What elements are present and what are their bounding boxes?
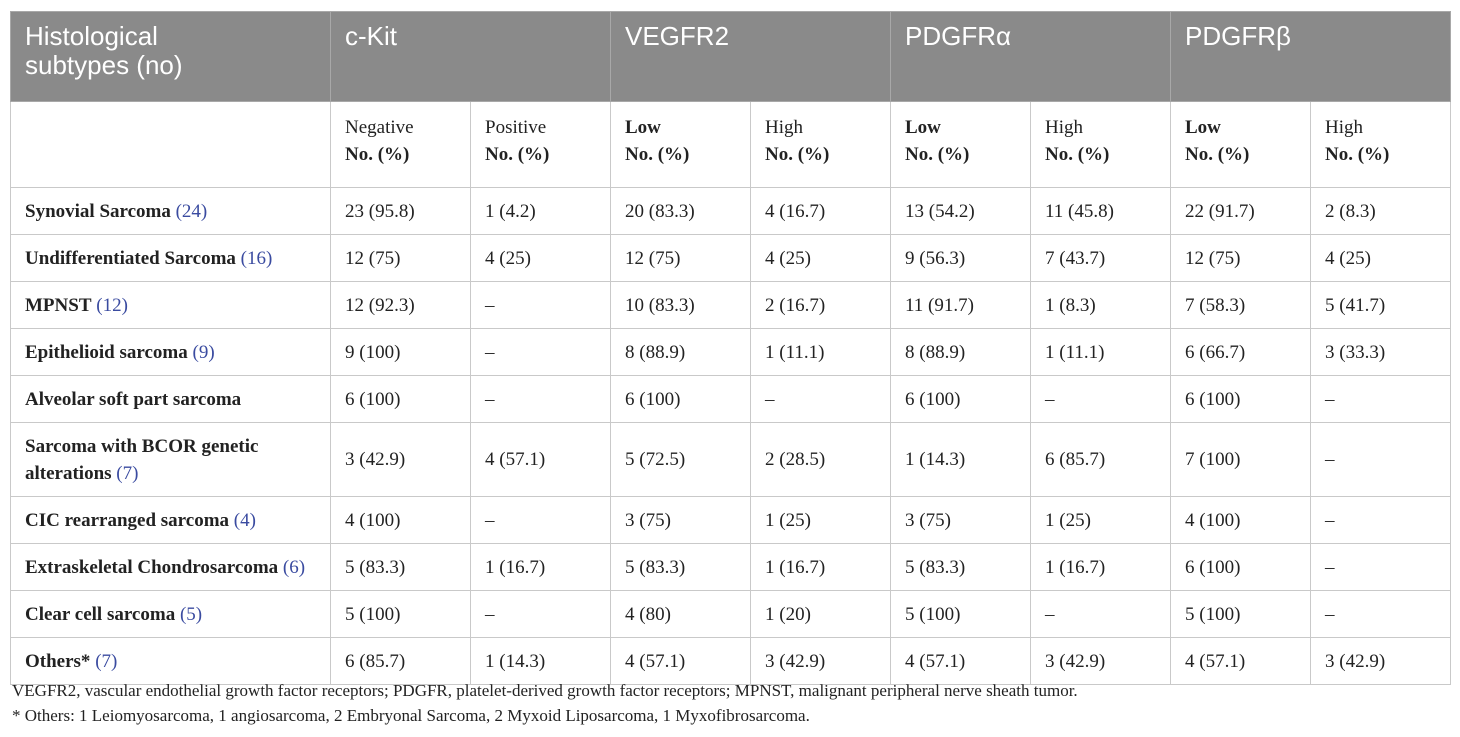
subtype-count: (12) [96,294,128,316]
value-cell: 12 (75) [1171,235,1311,282]
value-cell: 8 (88.9) [891,329,1031,376]
subheader-unit: No. (%) [905,144,970,165]
subtype-name: Clear cell sarcoma [25,603,176,625]
subheader-cell [1171,102,1311,188]
value-cell: 11 (45.8) [1031,188,1171,235]
value-cell: – [751,376,891,423]
value-cell: 5 (100) [891,591,1031,638]
subheader-unit: No. (%) [625,144,690,165]
subtype-cell [11,282,331,329]
value-cell: – [1311,376,1451,423]
value-cell: 1 (11.1) [751,329,891,376]
subtype-count: (7) [95,650,118,672]
subheader-cell [751,102,891,188]
value-cell: 1 (16.7) [1031,544,1171,591]
value-cell: 3 (33.3) [1311,329,1451,376]
footnote-others: * Others: 1 Leiomyosarcoma, 1 angiosarcoma, 2 Embryonal Sarcoma, 2 Myxoid Liposarcoma, 1 Myxofibrosarcoma. [12,706,810,725]
subheader-empty [11,102,331,188]
subheader-unit: No. (%) [1045,144,1110,165]
subheader-category: High [1325,117,1363,138]
value-cell: 4 (80) [611,591,751,638]
value-cell: – [471,376,611,423]
subtype-name: Undifferentiated Sarcoma [25,247,236,269]
value-cell: 3 (42.9) [1311,638,1451,685]
subheader-cell [611,102,751,188]
value-cell: 5 (72.5) [611,423,751,497]
header-ckit: c-Kit [331,12,611,102]
subheader-category: Negative [345,117,414,138]
header-pdgfrb: PDGFRβ [1171,12,1451,102]
table-row [11,329,1451,376]
header-pdgfra: PDGFRα [891,12,1171,102]
value-cell: 7 (100) [1171,423,1311,497]
subtype-name: CIC rearranged sarcoma [25,509,230,531]
value-cell: – [1311,497,1451,544]
value-cell: 22 (91.7) [1171,188,1311,235]
table-row [11,638,1451,685]
value-cell: 6 (100) [331,376,471,423]
subheader-cell [331,102,471,188]
subheader-category: Low [625,117,661,138]
subtype-name: Extraskeletal Chondrosarcoma [25,556,279,578]
value-cell: 2 (28.5) [751,423,891,497]
subtype-name: Sarcoma with BCOR genetic alterations [25,435,259,484]
value-cell: 1 (20) [751,591,891,638]
subtype-name: Others* [25,650,91,672]
subtype-name: Epithelioid sarcoma [25,341,188,363]
value-cell: 4 (100) [331,497,471,544]
value-cell: 2 (8.3) [1311,188,1451,235]
value-cell: 13 (54.2) [891,188,1031,235]
value-cell: 4 (57.1) [611,638,751,685]
value-cell: 5 (100) [331,591,471,638]
value-cell: 4 (25) [1311,235,1451,282]
value-cell: 3 (75) [891,497,1031,544]
value-cell: 11 (91.7) [891,282,1031,329]
value-cell: 3 (42.9) [1031,638,1171,685]
table-row [11,282,1451,329]
value-cell: 4 (16.7) [751,188,891,235]
value-cell: 3 (75) [611,497,751,544]
footnote-abbreviations: VEGFR2, vascular endothelial growth factor receptors; PDGFR, platelet-derived growth factor receptors; MPNST, malignant peripheral nerve sheath tumor. [12,681,1078,700]
subheader-category: High [765,117,803,138]
subtype-name: MPNST [25,294,92,316]
table-row [11,497,1451,544]
value-cell: 4 (57.1) [1171,638,1311,685]
subtype-cell [11,188,331,235]
value-cell: – [1311,423,1451,497]
value-cell: 6 (100) [611,376,751,423]
value-cell: 1 (8.3) [1031,282,1171,329]
subheader-category: Low [1185,117,1221,138]
value-cell: 8 (88.9) [611,329,751,376]
value-cell: 6 (100) [891,376,1031,423]
value-cell: 9 (56.3) [891,235,1031,282]
subheader-category: High [1045,117,1083,138]
value-cell: 6 (66.7) [1171,329,1311,376]
table-row [11,423,1451,497]
value-cell: 1 (16.7) [471,544,611,591]
value-cell: 1 (25) [1031,497,1171,544]
value-cell: 12 (75) [611,235,751,282]
subheader-category: Positive [485,117,547,138]
subtype-count: (6) [282,556,306,578]
value-cell: 5 (83.3) [611,544,751,591]
value-cell: 12 (75) [331,235,471,282]
subheader-unit: No. (%) [485,144,550,165]
value-cell: 7 (58.3) [1171,282,1311,329]
value-cell: – [471,329,611,376]
value-cell: 4 (57.1) [471,423,611,497]
table-row [11,376,1451,423]
subtype-count: (24) [175,200,208,222]
value-cell: 5 (41.7) [1311,282,1451,329]
subheader-cell [1311,102,1451,188]
value-cell: – [471,591,611,638]
value-cell: 20 (83.3) [611,188,751,235]
value-cell: – [1031,591,1171,638]
header-subtypes: Histological subtypes (no) [11,12,331,102]
table-row [11,235,1451,282]
value-cell: 4 (57.1) [891,638,1031,685]
subheader-category: Low [905,117,941,138]
value-cell: 5 (100) [1171,591,1311,638]
table-row [11,591,1451,638]
value-cell: 9 (100) [331,329,471,376]
value-cell: 3 (42.9) [331,423,471,497]
header-vegfr2: VEGFR2 [611,12,891,102]
value-cell: 7 (43.7) [1031,235,1171,282]
value-cell: 1 (11.1) [1031,329,1171,376]
table-row [11,544,1451,591]
sarcoma-receptor-table [10,11,1451,685]
value-cell: – [1031,376,1171,423]
value-cell: 10 (83.3) [611,282,751,329]
subheader-cell [471,102,611,188]
subtype-count: (9) [192,341,215,363]
subheader-row [11,102,1451,188]
value-cell: 4 (25) [751,235,891,282]
subheader-unit: No. (%) [1325,144,1390,165]
subheader-cell [1031,102,1171,188]
subtype-cell [11,638,331,685]
subtype-count: (16) [240,247,273,269]
value-cell: 2 (16.7) [751,282,891,329]
subtype-cell [11,544,331,591]
subtype-count: (4) [233,509,256,531]
subtype-count: (5) [179,603,203,625]
value-cell: 5 (83.3) [331,544,471,591]
value-cell: 6 (100) [1171,376,1311,423]
value-cell: 6 (85.7) [1031,423,1171,497]
value-cell: – [1311,591,1451,638]
value-cell: 6 (100) [1171,544,1311,591]
subheader-unit: No. (%) [345,144,410,165]
subtype-cell [11,497,331,544]
value-cell: 5 (83.3) [891,544,1031,591]
value-cell: 23 (95.8) [331,188,471,235]
value-cell: 6 (85.7) [331,638,471,685]
table-row [11,188,1451,235]
value-cell: 1 (14.3) [471,638,611,685]
subheader-unit: No. (%) [765,144,830,165]
value-cell: 1 (16.7) [751,544,891,591]
value-cell: 12 (92.3) [331,282,471,329]
value-cell: 4 (25) [471,235,611,282]
subheader-cell [891,102,1031,188]
subtype-cell [11,376,331,423]
subheader-unit: No. (%) [1185,144,1250,165]
subtype-cell [11,423,331,497]
value-cell: 1 (25) [751,497,891,544]
value-cell: 3 (42.9) [751,638,891,685]
subtype-cell [11,591,331,638]
subtype-cell [11,235,331,282]
subtype-name: Alveolar soft part sarcoma [25,388,242,410]
subtype-cell [11,329,331,376]
value-cell: – [1311,544,1451,591]
value-cell: – [471,497,611,544]
value-cell: 4 (100) [1171,497,1311,544]
subtype-name: Synovial Sarcoma [25,200,171,222]
subtype-count: (7) [116,462,139,484]
value-cell: 1 (14.3) [891,423,1031,497]
value-cell: – [471,282,611,329]
header-row [11,12,1451,102]
value-cell: 1 (4.2) [471,188,611,235]
